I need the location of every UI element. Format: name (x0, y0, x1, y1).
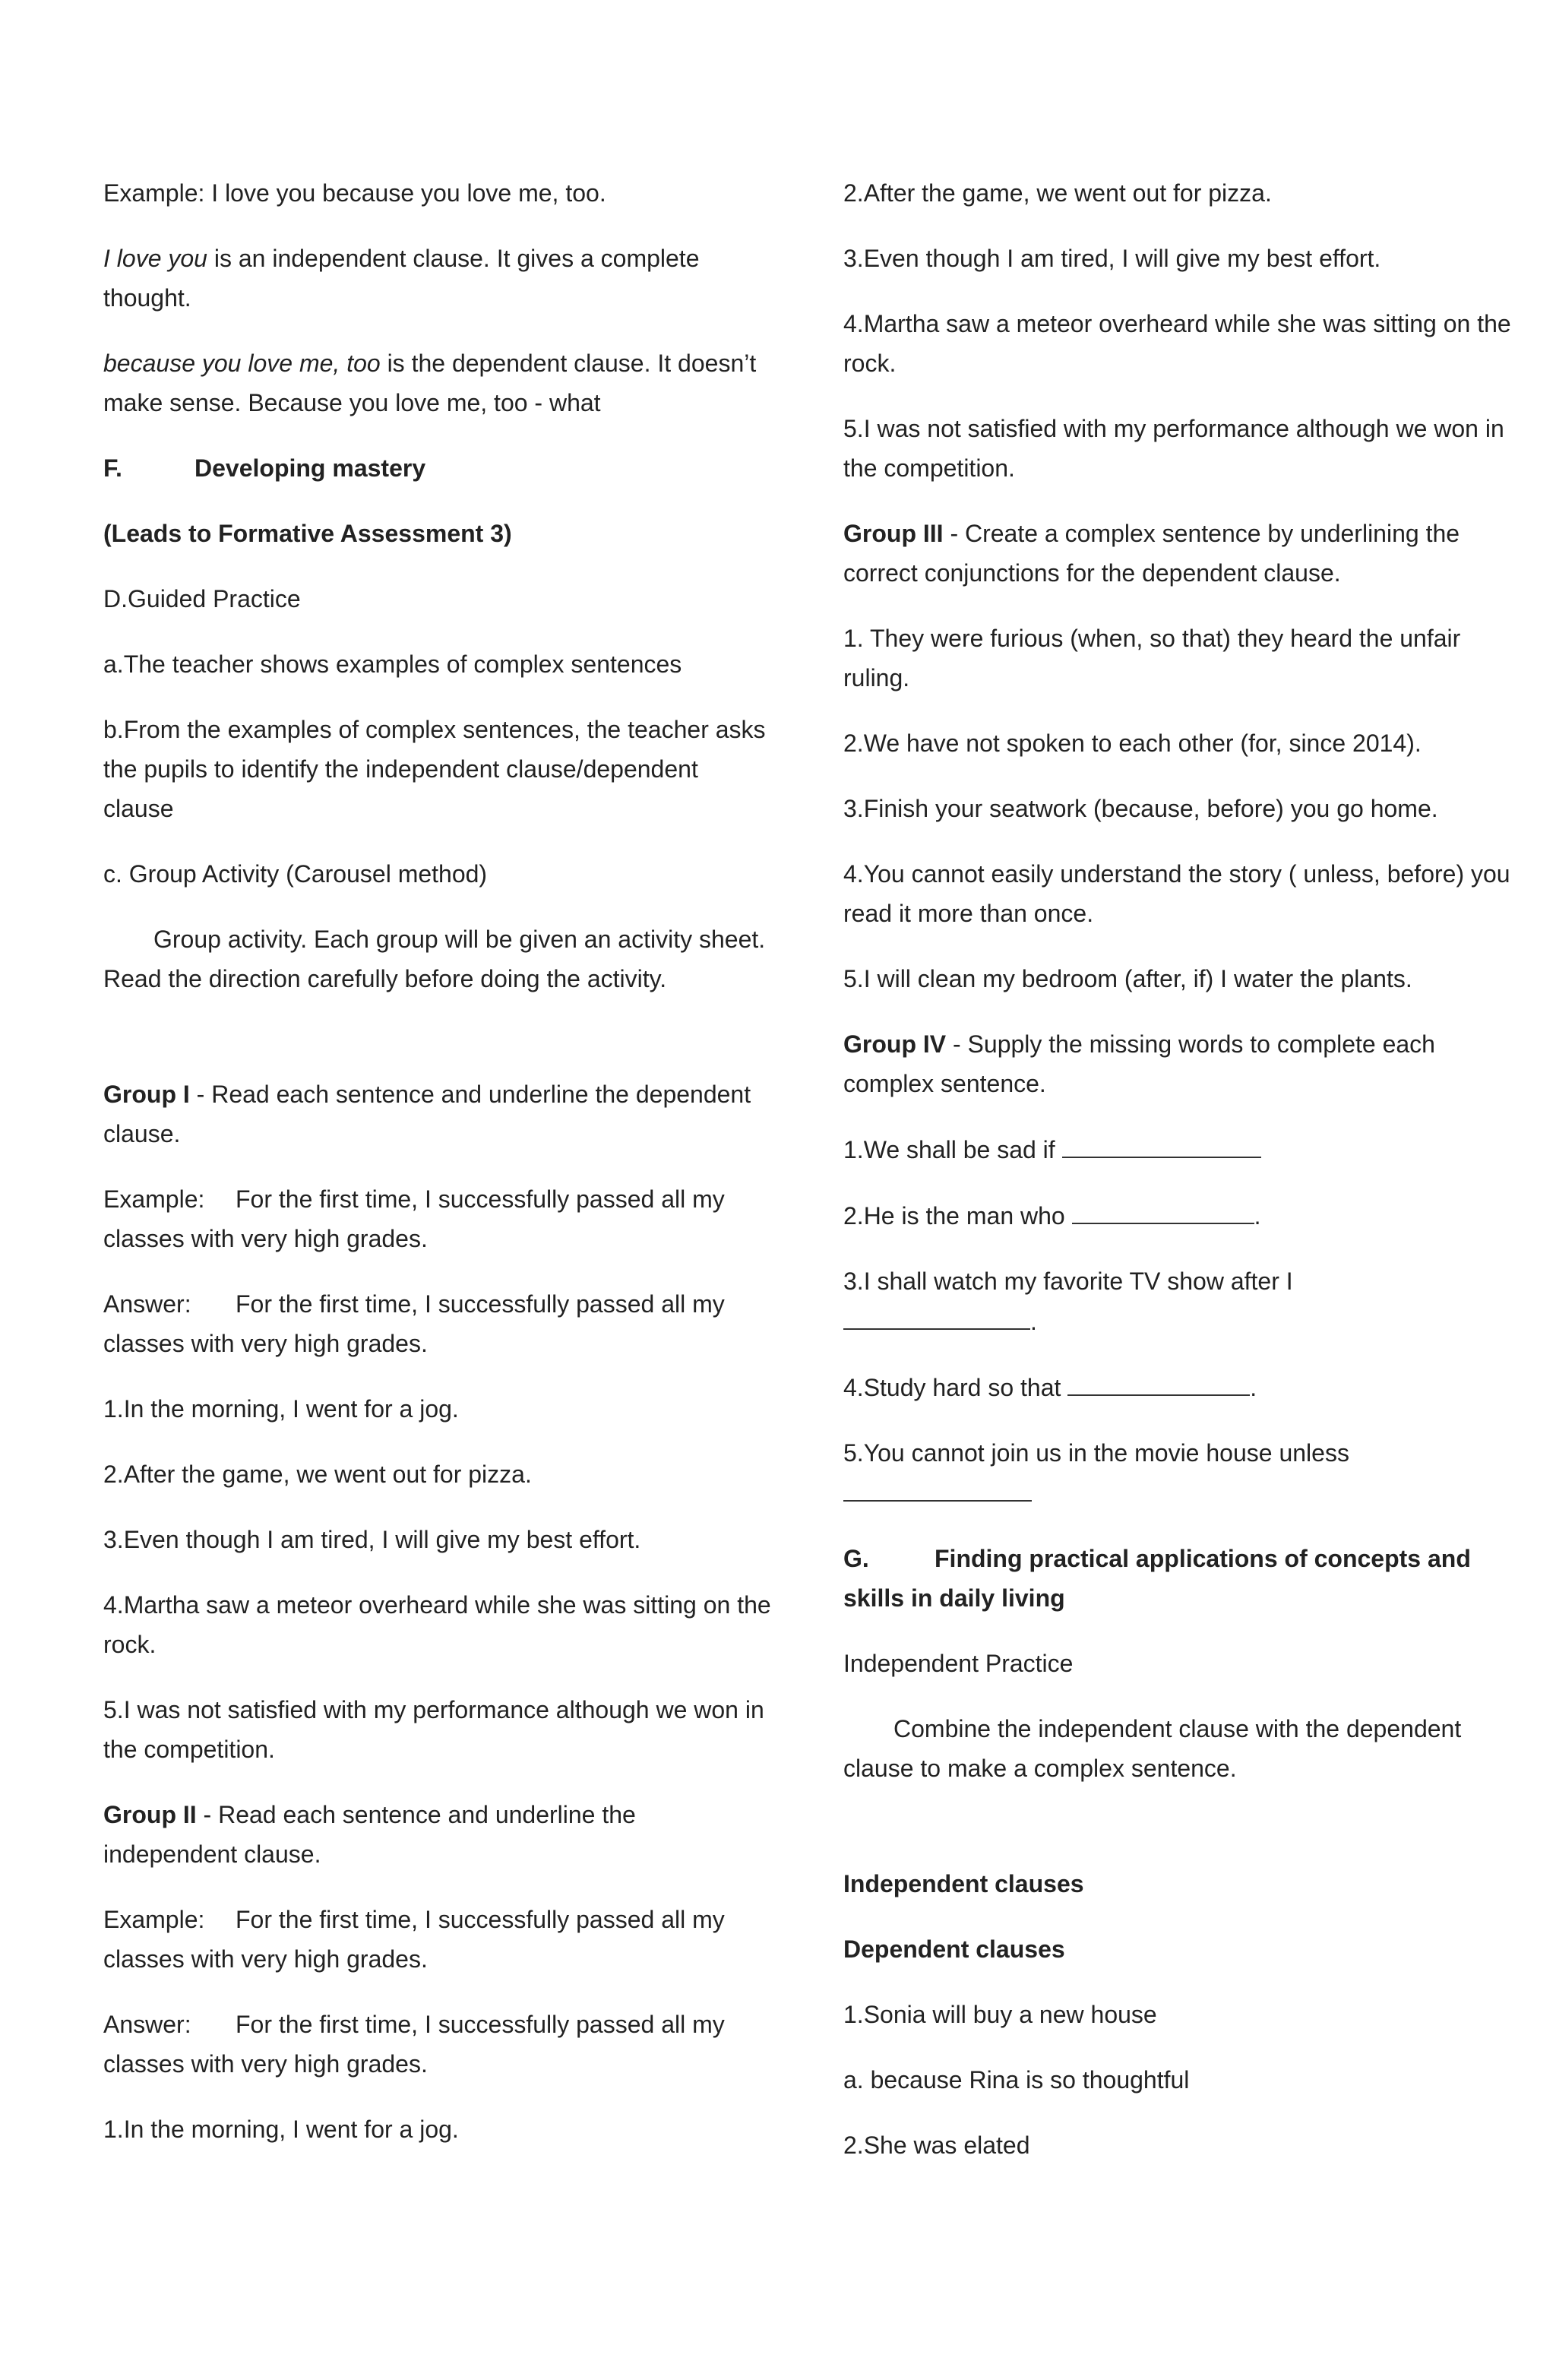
group-2-answer-label: Answer: (103, 2011, 191, 2038)
dependent-clauses-heading: Dependent clauses (843, 1935, 1065, 1963)
answer-blank[interactable] (843, 1301, 1030, 1330)
group-2-example (103, 1900, 772, 1979)
group-1-answer (103, 1284, 772, 1363)
group-1-answer-label: Answer: (103, 1290, 191, 1318)
group-2-text: - Read each sentence and underline the independent clause. (103, 1801, 636, 1868)
group-3-item-2: 2.We have not spoken to each other (for, since 2014). (843, 730, 1422, 757)
right-column (843, 173, 1512, 2191)
independent-clause-note: is an independent clause. It gives a complete thought. (103, 245, 700, 312)
exercise-item-2: 2.She was elated (843, 2132, 1030, 2159)
exercise-item-a: a. because Rina is so thoughtful (843, 2066, 1190, 2094)
group-3-label: Group III (843, 520, 944, 547)
independent-clauses-heading: Independent clauses (843, 1870, 1084, 1897)
group-2-instruction (103, 1795, 772, 1874)
group-4-item-1 (843, 1129, 1512, 1169)
answer-blank[interactable] (1067, 1367, 1250, 1396)
group-2-item-5: 5.I was not satisfied with my performance although we won in the competition. (843, 415, 1504, 482)
group-4-item-4 (843, 1367, 1512, 1407)
answer-blank[interactable] (1062, 1129, 1261, 1158)
leads-to-heading: (Leads to Formative Assessment 3) (103, 520, 512, 547)
item-c: c. Group Activity (Carousel method) (103, 860, 488, 888)
dependent-clause-example: because you love me, too (103, 350, 381, 377)
group-2-item-2: 2.After the game, we went out for pizza. (843, 179, 1272, 207)
group-4-instruction (843, 1024, 1512, 1103)
dependent-clause-note: is the dependent clause. It doesn’t make sense. Because you love me, too - what (103, 350, 757, 416)
group-2-example-label: Example: (103, 1906, 205, 1933)
group-4-item-3-text: 3.I shall watch my favorite TV show after I (843, 1268, 1293, 1295)
group-2-answer-text: For the first time, I successfully passed all my classes with very high grades. (103, 2011, 725, 2078)
group-1-answer-text: For the first time, I successfully passed all my classes with very high grades. (103, 1290, 725, 1357)
group-1-item-1: 1.In the morning, I went for a jog. (103, 1395, 459, 1423)
group-1-example-text: For the first time, I successfully passed all my classes with very high grades. (103, 1185, 725, 1252)
example-line: Example: I love you because you love me, too. (103, 179, 606, 207)
section-g-title: Finding practical applications of concepts and skills in daily living (843, 1545, 1471, 1612)
group-2-item-4: 4.Martha saw a meteor overheard while she was sitting on the rock. (843, 310, 1511, 377)
group-3-item-3: 3.Finish your seatwork (because, before) you go home. (843, 795, 1438, 822)
group-1-item-4: 4.Martha saw a meteor overheard while she was sitting on the rock. (103, 1591, 771, 1658)
item-b: b.From the examples of complex sentences, the teacher asks the pupils to identify the independent clause/dependent clause (103, 716, 766, 822)
section-f-heading (103, 448, 772, 488)
answer-blank[interactable] (1072, 1195, 1254, 1224)
group-3-item-5: 5.I will clean my bedroom (after, if) I water the plants. (843, 965, 1412, 992)
group-4-item-2-end: . (1254, 1202, 1261, 1230)
group-4-item-3 (843, 1261, 1512, 1341)
group-4-item-4-end: . (1250, 1374, 1257, 1401)
dependent-clause-explanation (103, 343, 772, 423)
group-1-example (103, 1179, 772, 1258)
group-4-item-4-text: 4.Study hard so that (843, 1374, 1061, 1401)
group-4-text: - Supply the missing words to complete each complex sentence. (843, 1030, 1435, 1097)
group-3-item-1: 1. They were furious (when, so that) they heard the unfair ruling. (843, 625, 1461, 692)
left-column (103, 173, 772, 2175)
group-4-item-1-text: 1.We shall be sad if (843, 1136, 1055, 1163)
group-4-item-3-end: . (1030, 1308, 1037, 1335)
group-1-instruction (103, 1074, 772, 1154)
group-4-item-5-text: 5.You cannot join us in the movie house unless (843, 1439, 1349, 1467)
guided-practice-heading: D.Guided Practice (103, 585, 301, 612)
independent-practice-heading: Independent Practice (843, 1650, 1074, 1677)
group-1-text: - Read each sentence and underline the dependent clause. (103, 1081, 751, 1147)
group-1-label: Group I (103, 1081, 190, 1108)
group-2-answer (103, 2005, 772, 2084)
group-4-label: Group IV (843, 1030, 947, 1058)
independent-clause-example: I love you (103, 245, 207, 272)
section-g-letter: G. (843, 1545, 869, 1572)
group-1-item-2: 2.After the game, we went out for pizza. (103, 1461, 532, 1488)
group-3-item-4: 4.You cannot easily understand the story ( unless, before) you read it more than once. (843, 860, 1510, 927)
group-3-text: - Create a complex sentence by underlining the correct conjunctions for the dependent clause. (843, 520, 1460, 587)
group-2-example-text: For the first time, I successfully passed all my classes with very high grades. (103, 1906, 725, 1973)
group-2-item-1: 1.In the morning, I went for a jog. (103, 2116, 459, 2143)
answer-blank[interactable] (843, 1473, 1032, 1502)
exercise-item-1: 1.Sonia will buy a new house (843, 2001, 1157, 2028)
group-4-item-2 (843, 1195, 1512, 1236)
section-f-title: Developing mastery (194, 454, 426, 482)
group-3-instruction (843, 514, 1512, 593)
group-1-item-5: 5.I was not satisfied with my performance although we won in the competition. (103, 1696, 764, 1763)
group-activity-paragraph: Group activity. Each group will be given an activity sheet. Read the direction carefully before doing the activity. (103, 926, 766, 992)
group-2-item-3: 3.Even though I am tired, I will give my best effort. (843, 245, 1381, 272)
group-1-example-label: Example: (103, 1185, 205, 1213)
group-4-item-2-text: 2.He is the man who (843, 1202, 1065, 1230)
group-2-label: Group II (103, 1801, 197, 1828)
combine-instruction: Combine the independent clause with the dependent clause to make a complex sentence. (843, 1715, 1462, 1782)
section-g-heading (843, 1539, 1512, 1618)
group-1-item-3: 3.Even though I am tired, I will give my best effort. (103, 1526, 641, 1553)
independent-clause-explanation (103, 239, 772, 318)
section-f-letter: F. (103, 454, 122, 482)
group-4-item-5 (843, 1433, 1512, 1513)
item-a: a.The teacher shows examples of complex sentences (103, 650, 682, 678)
